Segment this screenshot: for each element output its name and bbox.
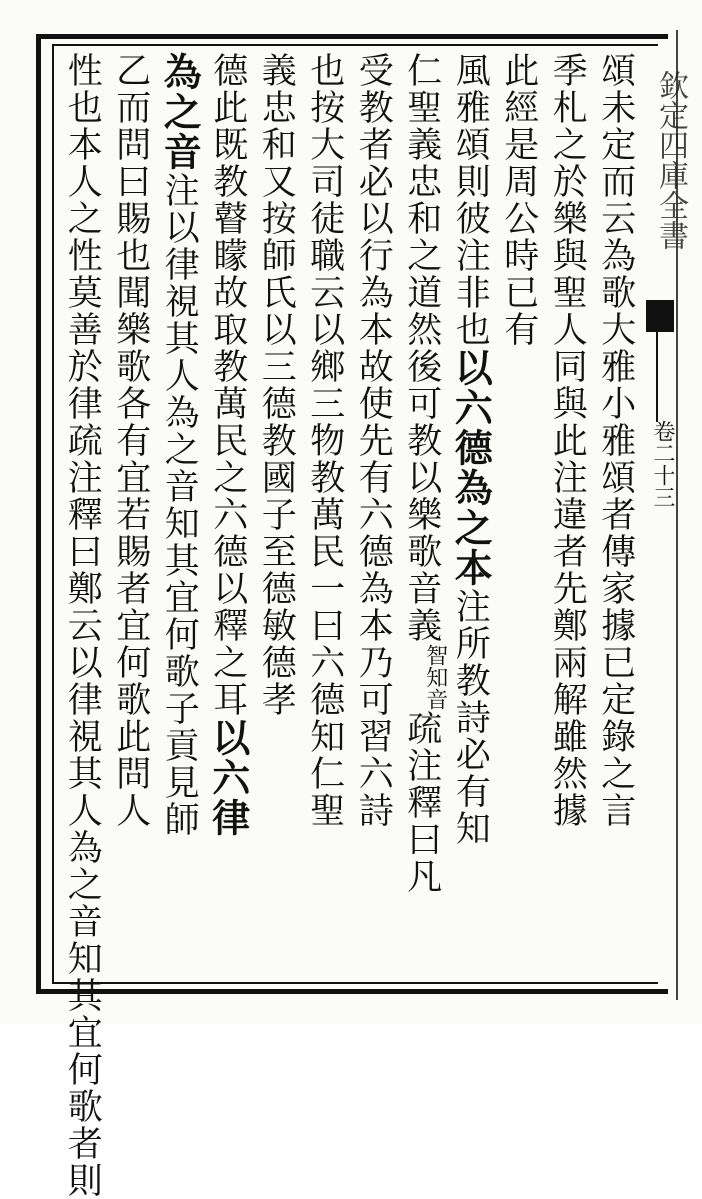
commentary-text: 頌未定而云為歌大雅小雅頌者傳家據已定錄之言 bbox=[595, 52, 636, 829]
annotation-pair bbox=[423, 644, 447, 710]
text-column bbox=[495, 52, 544, 982]
column-text bbox=[106, 52, 156, 982]
column-text bbox=[300, 52, 350, 982]
column-text bbox=[203, 52, 253, 982]
column-text bbox=[591, 52, 641, 982]
text-column bbox=[446, 52, 495, 982]
column-text bbox=[57, 52, 107, 1199]
commentary-text: 疏注釋曰鄭云以律視其人為之音知其宜何歌者則 bbox=[62, 422, 103, 1199]
commentary-text: 風雅頌則彼注非也 bbox=[450, 52, 491, 348]
text-column bbox=[252, 52, 301, 982]
commentary-text: 義忠和又按師氏以三德教國子至德敏德孝 bbox=[256, 52, 297, 718]
book-title: 欽定四庫全書 bbox=[653, 70, 688, 250]
classic-text: 以六德為之本 bbox=[448, 348, 494, 588]
commentary-text: 此經是周公時已有 bbox=[498, 52, 539, 348]
column-text bbox=[494, 52, 544, 982]
commentary-text: 也按大司徒職云以鄉三物教萬民一曰六德知仁聖 bbox=[304, 52, 345, 829]
fish-tail-mark bbox=[646, 300, 674, 332]
classic-text: 以六律 bbox=[205, 718, 251, 838]
commentary-text: 注所教詩必有知 bbox=[450, 588, 491, 847]
annotation-left: 智 bbox=[422, 644, 448, 666]
commentary-text: 仁聖義忠和之道然後可教以樂歌音義 bbox=[401, 52, 442, 644]
text-column bbox=[58, 52, 107, 1199]
commentary-text: 性也本人之性莫善於律 bbox=[62, 52, 103, 422]
fold-line bbox=[656, 332, 658, 422]
text-column bbox=[204, 52, 253, 982]
column-text bbox=[154, 52, 204, 982]
column-text bbox=[397, 52, 447, 982]
text-column bbox=[107, 52, 156, 982]
commentary-text: 德此既教瞽矇故取教萬民之六德以釋之耳 bbox=[207, 52, 248, 718]
column-text bbox=[348, 52, 398, 982]
text-column bbox=[301, 52, 350, 982]
commentary-text: 季札之於樂與聖人同與此注違者先鄭兩解雖然據 bbox=[547, 52, 588, 829]
text-column bbox=[398, 52, 447, 982]
commentary-text: 疏注釋曰凡 bbox=[401, 710, 442, 895]
column-text bbox=[542, 52, 592, 982]
column-text bbox=[251, 52, 301, 982]
commentary-text: 受教者必以行為本故使先有六德為本乃可習六詩 bbox=[353, 52, 394, 829]
text-column bbox=[155, 52, 204, 982]
commentary-text: 注以律視其人為之音知其宜何歌子貢見師 bbox=[159, 172, 200, 838]
commentary-text: 乙而問曰賜也聞樂歌各有宜若賜者宜何歌此問人 bbox=[110, 52, 151, 829]
text-column bbox=[592, 52, 641, 982]
column-text bbox=[445, 52, 495, 982]
classic-text: 為之音 bbox=[157, 52, 203, 172]
annotation-right: 知音 bbox=[422, 666, 448, 710]
text-column bbox=[543, 52, 592, 982]
text-column bbox=[349, 52, 398, 982]
volume-label: 卷二十三 bbox=[650, 420, 675, 508]
